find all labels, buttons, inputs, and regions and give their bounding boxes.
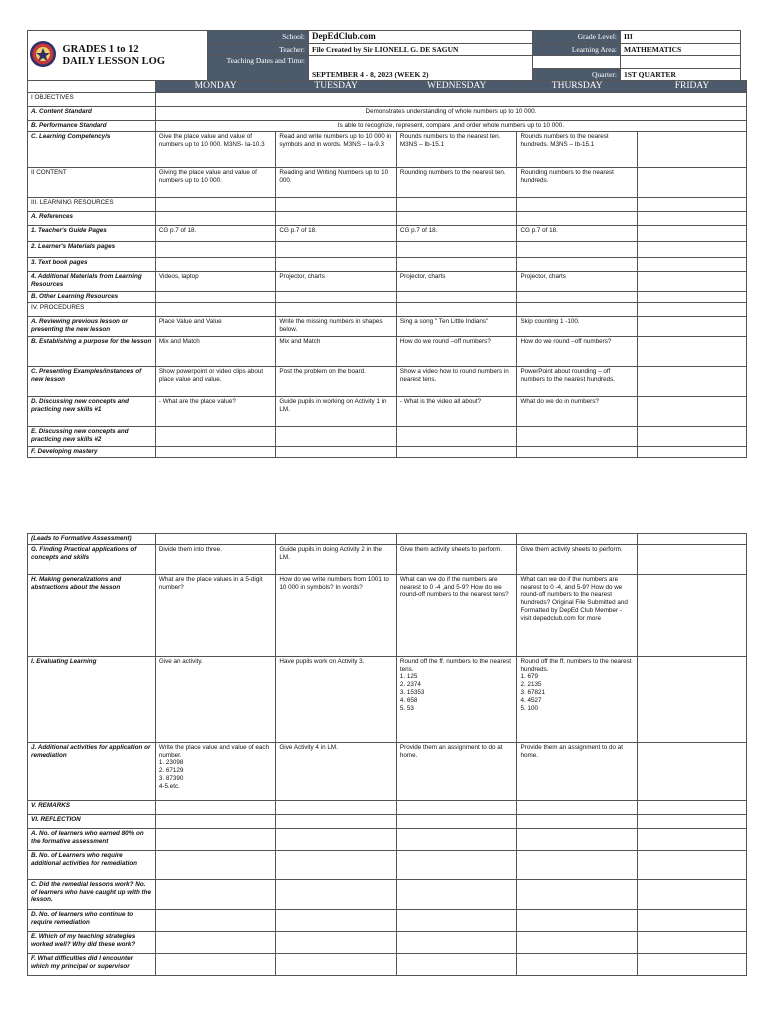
reflection-label: VI. REFLECTION xyxy=(28,814,156,828)
textbook-pages-label: 3. Text book pages xyxy=(28,257,156,271)
review-thursday: Skip counting 1 -100. xyxy=(517,316,638,336)
content-standard-label: A. Content Standard xyxy=(28,107,156,121)
discuss1-thursday: What do we do in numbers? xyxy=(517,396,638,426)
mastery-label: F. Developing mastery xyxy=(28,446,156,457)
header-spacer-value xyxy=(621,56,741,69)
discuss1-tuesday: Guide pupils in working on Activity 1 in LM. xyxy=(276,396,397,426)
remarks-label: V. REMARKS xyxy=(28,800,156,814)
header-spacer-label xyxy=(533,56,621,69)
teaching-dates-label: Teaching Dates and Time: xyxy=(208,56,309,81)
evaluating-thursday-item: 2. 2135 xyxy=(520,681,542,689)
purpose-monday: Mix and Match xyxy=(155,336,276,366)
additional-activities-thursday: Provide them an assignment to do at home. xyxy=(517,742,638,800)
reflection-f-label: F. What difficulties did I encounter which my principal or supervisor xyxy=(28,953,156,975)
corner-cell xyxy=(28,81,156,93)
additional-materials-tuesday: Projector, charts xyxy=(276,271,397,291)
content-tuesday: Reading and Writing Numbers up to 10 000. xyxy=(276,167,397,197)
practical-thursday: Give them activity sheets to perform. xyxy=(517,544,638,574)
procedures-heading: IV. PROCEDURES xyxy=(28,302,156,316)
examples-wednesday: Show a video how to round numbers in nearest tens. xyxy=(396,366,517,396)
deped-seal-icon xyxy=(28,32,58,76)
additional-materials-monday: Videos, laptop xyxy=(155,271,276,291)
evaluating-wednesday-intro: Round off the ff. numbers to the nearest tens. xyxy=(399,657,512,673)
additional-materials-friday xyxy=(637,271,746,291)
teacher-value: File Created by Sir LIONELL G. DE SAGUN xyxy=(309,43,533,56)
evaluating-wednesday-item: 3. 15353 xyxy=(399,688,425,696)
generalization-label: H. Making generalizations and abstractions about the lesson xyxy=(28,574,156,656)
formative-label: (Leads to Formative Assessment) xyxy=(28,534,156,545)
additional-activities-label: J. Additional activities for application or remediation xyxy=(28,742,156,800)
generalization-monday: What are the place values in a 5-digit number? xyxy=(155,574,276,656)
evaluating-tuesday: Have pupils work on Activity 3. xyxy=(276,656,397,742)
form-title-line2: DAILY LESSON LOG xyxy=(62,55,166,67)
purpose-tuesday: Mix and Match xyxy=(276,336,397,366)
discuss1-monday: - What are the place value? xyxy=(155,396,276,426)
practical-wednesday: Give them activity sheets to perform. xyxy=(396,544,517,574)
evaluating-wednesday-item: 4. 658 xyxy=(399,696,418,704)
day-friday: FRIDAY xyxy=(637,81,746,93)
review-wednesday: Sing a song " Ten Little Indians" xyxy=(396,316,517,336)
day-thursday: THURSDAY xyxy=(517,81,638,93)
discuss1-label: D. Discussing new concepts and practicing new skills #1 xyxy=(28,396,156,426)
examples-thursday: PowerPoint about rounding – off numbers to the nearest hundreds. xyxy=(517,366,638,396)
additional-materials-label: 4. Additional Materials from Learning Resources xyxy=(28,271,156,291)
references-label: A. References xyxy=(28,211,156,225)
form-title xyxy=(60,31,208,81)
teachers-guide-wednesday: CG p.7 of 18. xyxy=(396,225,517,241)
practical-friday xyxy=(637,544,746,574)
resources-heading: III. LEARNING RESOURCES xyxy=(28,197,156,211)
content-standard-value: Demonstrates understanding of whole numbers up to 10 000. xyxy=(155,107,746,121)
evaluating-thursday-item: 5. 100 xyxy=(520,704,538,712)
lesson-log-table-page2 xyxy=(27,533,747,976)
additional-materials-wednesday: Projector, charts xyxy=(396,271,517,291)
purpose-wednesday: How do we round –off numbers? xyxy=(396,336,517,366)
additional-activities-wednesday: Provide them an assignment to do at home. xyxy=(396,742,517,800)
evaluating-wednesday xyxy=(396,656,517,742)
evaluating-monday: Give an activity. xyxy=(155,656,276,742)
quarter-value: 1ST QUARTER xyxy=(621,68,741,81)
review-friday xyxy=(637,316,746,336)
examples-monday: Show powerpoint or video clips about place value and value. xyxy=(155,366,276,396)
lesson-log-table-page1 xyxy=(27,80,747,458)
discuss2-label: E. Discussing new concepts and practicing new skills #2 xyxy=(28,426,156,446)
additional-activities-friday xyxy=(637,742,746,800)
competency-thursday: Rounds numbers to the nearest hundreds. M3NS – Ib-15.1 xyxy=(517,131,638,167)
purpose-label: B. Establishing a purpose for the lesson xyxy=(28,336,156,366)
generalization-tuesday: How do we write numbers from 1001 to 10 000 in symbols? In words? xyxy=(276,574,397,656)
performance-standard-value: Is able to recognize, represent, compare ,and order whole numbers up to 10 000. xyxy=(155,121,746,132)
evaluating-thursday-item: 4. 4527 xyxy=(520,696,542,704)
school-value: DepEdClub.com xyxy=(309,31,533,44)
competency-tuesday: Read and write numbers up to 10 000 in symbols and in words. M3NS – Ia-9.3 xyxy=(276,131,397,167)
examples-friday xyxy=(637,366,746,396)
generalization-wednesday: What can we do if the numbers are nearest to 0 -4 ,and 5-9? How do we round-off numbers to the nearest tens? xyxy=(396,574,517,656)
form-title-line1: GRADES 1 to 12 xyxy=(62,43,139,55)
quarter-label: Quarter: xyxy=(533,68,621,81)
review-tuesday: Write the missing numbers in shapes below. xyxy=(276,316,397,336)
additional-activities-tuesday: Give Activity 4 in LM. xyxy=(276,742,397,800)
evaluating-wednesday-item: 2. 2374 xyxy=(399,681,421,689)
competency-label: C. Learning Competency/s xyxy=(28,131,156,167)
teachers-guide-monday: CG p.7 of 18. xyxy=(155,225,276,241)
additional-monday-intro: Write the place value and value of each number. xyxy=(158,743,270,759)
purpose-thursday: How do we round –off numbers? xyxy=(517,336,638,366)
content-thursday: Rounding numbers to the nearest hundreds. xyxy=(517,167,638,197)
learners-materials-label: 2. Learner's Materials pages xyxy=(28,241,156,257)
competency-monday: Give the place value and value of numbers up to 10 000. M3NS- Ia-10.3 xyxy=(155,131,276,167)
examples-tuesday: Post the problem on the board. xyxy=(276,366,397,396)
examples-label: C. Presenting Examples/instances of new lesson xyxy=(28,366,156,396)
evaluating-label: I. Evaluating Learning xyxy=(28,656,156,742)
purpose-friday xyxy=(637,336,746,366)
additional-monday-item: 3. 87390 xyxy=(158,774,184,782)
objectives-empty xyxy=(155,93,746,107)
day-tuesday: TUESDAY xyxy=(276,81,397,93)
objectives-heading: I OBJECTIVES xyxy=(28,93,156,107)
teachers-guide-label: 1. Teacher's Guide Pages xyxy=(28,225,156,241)
evaluating-thursday xyxy=(517,656,638,742)
reflection-e-label: E. Which of my teaching strategies worked well? Why did these work? xyxy=(28,931,156,953)
reflection-b-label: B. No. of Learners who require additional activities for remediation xyxy=(28,850,156,879)
additional-monday-item: 2. 67129 xyxy=(158,767,184,775)
evaluating-wednesday-item: 5. 53 xyxy=(399,704,414,712)
generalization-thursday: What can we do if the numbers are nearest to 0 -4, and 5-9? How do we round-off numbers to the nearest hundreds? Original File Submitted and Formatted by DepEd Club Member - visit depedclub.com for more xyxy=(517,574,638,656)
other-resources-label: B. Other Learning Resources xyxy=(28,291,156,302)
practical-monday: Divide them into three. xyxy=(155,544,276,574)
additional-monday-item: 4-5.etc. xyxy=(158,782,180,790)
evaluating-thursday-item: 1. 679 xyxy=(520,673,538,681)
learning-area-label: Learning Area: xyxy=(533,43,621,56)
generalization-friday xyxy=(637,574,746,656)
additional-materials-thursday: Projector, charts xyxy=(517,271,638,291)
teaching-dates-value: SEPTEMBER 4 - 8, 2023 (WEEK 2) xyxy=(309,56,533,81)
evaluating-wednesday-item: 1. 125 xyxy=(399,673,418,681)
day-wednesday: WEDNESDAY xyxy=(396,81,517,93)
review-label: A. Reviewing previous lesson or presenting the new lesson xyxy=(28,316,156,336)
school-label: School: xyxy=(208,31,309,44)
deped-seal xyxy=(28,31,60,81)
teachers-guide-friday xyxy=(637,225,746,241)
lesson-log-header xyxy=(27,30,741,81)
teachers-guide-thursday: CG p.7 of 18. xyxy=(517,225,638,241)
day-monday: MONDAY xyxy=(155,81,276,93)
competency-wednesday: Rounds numbers to the nearest ten. M3NS – Ib-15.1 xyxy=(396,131,517,167)
practical-label: G. Finding Practical applications of concepts and skills xyxy=(28,544,156,574)
evaluating-thursday-item: 3. 67821 xyxy=(520,688,545,696)
content-wednesday: Rounding numbers to the nearest ten. xyxy=(396,167,517,197)
reflection-a-label: A. No. of learners who earned 80% on the formative assessment xyxy=(28,828,156,850)
practical-tuesday: Guide pupils in doing Activity 2 in the LM. xyxy=(276,544,397,574)
competency-friday xyxy=(637,131,746,167)
reflection-c-label: C. Did the remedial lessons work? No. of learners who have caught up with the lesson. xyxy=(28,879,156,909)
content-friday xyxy=(637,167,746,197)
grade-level-label: Grade Level: xyxy=(533,31,621,44)
additional-monday-item: 1. 23098 xyxy=(158,759,184,767)
teachers-guide-tuesday: CG p.7 of 18. xyxy=(276,225,397,241)
performance-standard-label: B. Performance Standard xyxy=(28,121,156,132)
teacher-label: Teacher: xyxy=(208,43,309,56)
grade-level-value: III xyxy=(621,31,741,44)
learning-area-value: MATHEMATICS xyxy=(621,43,741,56)
evaluating-thursday-intro: Round off the ff. numbers to the nearest hundreds. xyxy=(520,657,632,673)
discuss1-wednesday: - What is the video all about? xyxy=(396,396,517,426)
discuss1-friday xyxy=(637,396,746,426)
content-label: II CONTENT xyxy=(28,167,156,197)
additional-activities-monday xyxy=(155,742,276,800)
content-monday: Giving the place value and value of numbers up to 10 000. xyxy=(155,167,276,197)
reflection-d-label: D. No. of learners who continue to require remediation xyxy=(28,909,156,931)
review-monday: Place Value and Value xyxy=(155,316,276,336)
evaluating-friday xyxy=(637,656,746,742)
